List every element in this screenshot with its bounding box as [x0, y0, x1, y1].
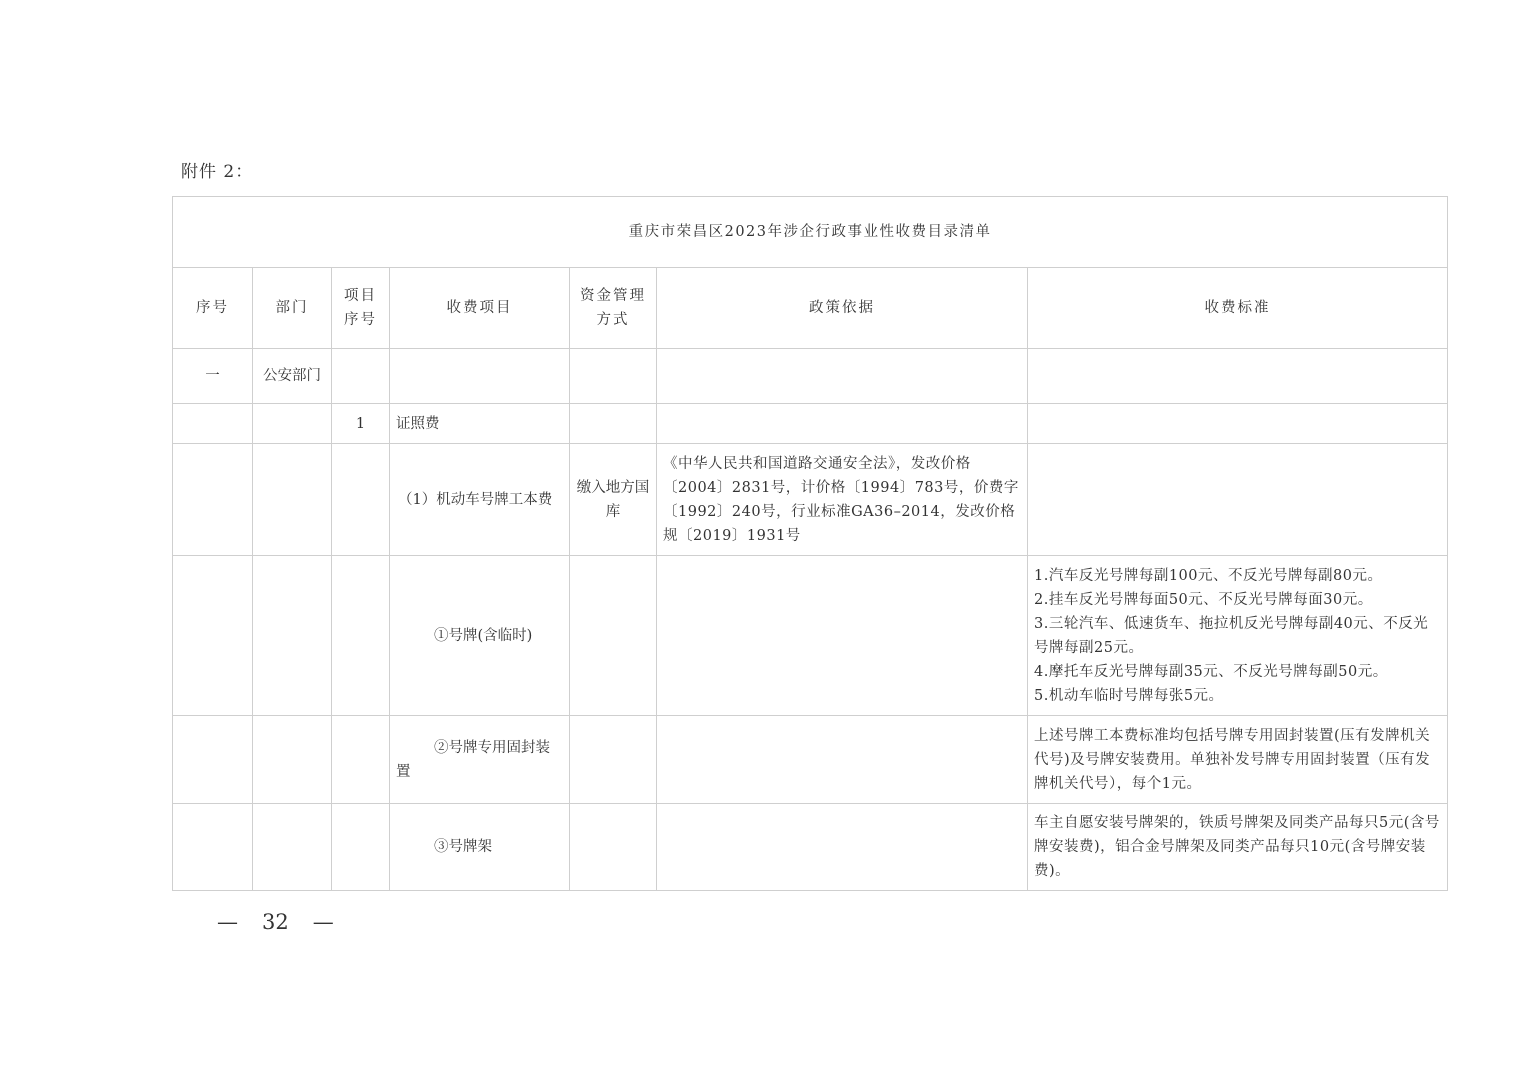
cell-fee-item: ③号牌架	[390, 804, 570, 891]
header-seq: 序号	[173, 268, 253, 349]
cell-fee-item: （1）机动车号牌工本费	[390, 444, 570, 556]
page-number-dash: —	[217, 910, 238, 934]
page-number-value: 32	[262, 910, 289, 934]
fee-table	[172, 196, 1448, 891]
page-number-dash: —	[312, 910, 334, 934]
table-row	[173, 716, 1448, 804]
table-row	[173, 556, 1448, 716]
table-header-row	[173, 268, 1448, 349]
cell-policy: 《中华人民共和国道路交通安全法》，发改价格〔2004〕2831号，计价格〔1994〕783号，价费字〔1992〕240号，行业标准GA36–2014，发改价格规〔2019〕1931号	[657, 444, 1028, 556]
standard-line: 3.三轮汽车、低速货车、拖拉机反光号牌每副40元、不反光号牌每副25元。	[1034, 615, 1429, 656]
header-policy: 政策依据	[657, 268, 1028, 349]
page-number	[205, 910, 346, 934]
cell-fee-item: ①号牌(含临时)	[390, 556, 570, 716]
header-fund: 资金管理 方式	[570, 268, 657, 349]
standard-line: 2.挂车反光号牌每面50元、不反光号牌每面30元。	[1034, 591, 1373, 608]
attachment-label: 附件 2：	[181, 162, 254, 182]
header-standard: 收费标准	[1028, 268, 1448, 349]
cell-dept: 公安部门	[253, 349, 332, 404]
cell-fee-item: 证照费	[390, 404, 570, 444]
table-title: 重庆市荣昌区2023年涉企行政事业性收费目录清单	[173, 197, 1448, 268]
table-row	[173, 349, 1448, 404]
standard-line: 1.汽车反光号牌每副100元、不反光号牌每副80元。	[1034, 567, 1383, 584]
standard-line: 4.摩托车反光号牌每副35元、不反光号牌每副50元。	[1034, 663, 1388, 680]
header-dept: 部门	[253, 268, 332, 349]
cell-fee-item: ②号牌专用固封装置	[390, 716, 570, 804]
cell-item-seq: 1	[332, 404, 390, 444]
cell-standard: 上述号牌工本费标准均包括号牌专用固封装置(压有发牌机关代号)及号牌安装费用。单独补发号牌专用固封装置（压有发牌机关代号），每个1元。	[1028, 716, 1448, 804]
table-row	[173, 404, 1448, 444]
table-row	[173, 444, 1448, 556]
header-fee-item: 收费项目	[390, 268, 570, 349]
cell-standard: 车主自愿安装号牌架的，铁质号牌架及同类产品每只5元(含号牌安装费)，铝合金号牌架及同类产品每只10元(含号牌安装费)。	[1028, 804, 1448, 891]
cell-fund: 缴入地方国库	[570, 444, 657, 556]
standard-line: 5.机动车临时号牌每张5元。	[1034, 687, 1224, 704]
table-row	[173, 804, 1448, 891]
header-item-seq: 项目 序号	[332, 268, 390, 349]
cell-seq: 一	[173, 349, 253, 404]
cell-standard	[1028, 556, 1448, 716]
